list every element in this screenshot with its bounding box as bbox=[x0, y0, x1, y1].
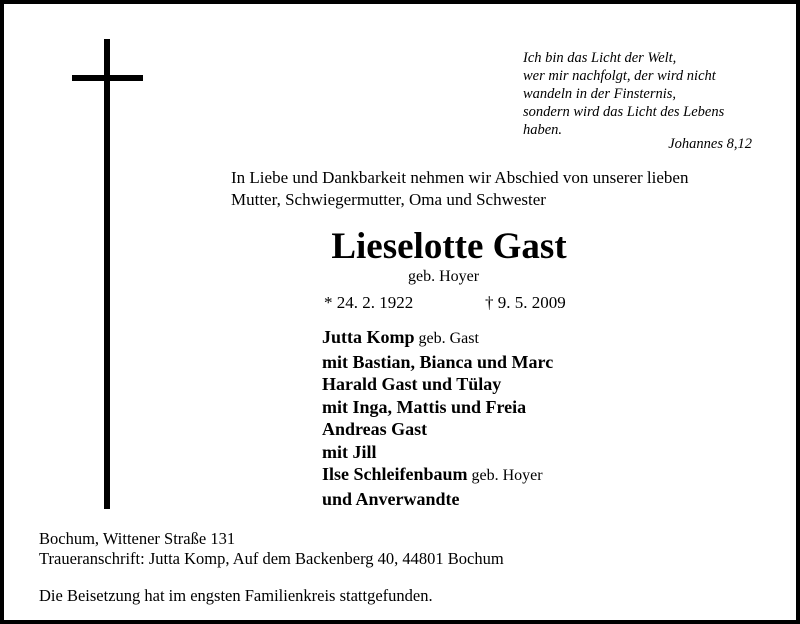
mourner-entry bbox=[322, 488, 553, 511]
mourner-name: Jutta Komp bbox=[322, 327, 415, 347]
intro-text bbox=[231, 167, 688, 211]
mourner-name: Andreas Gast bbox=[322, 419, 428, 439]
mourner-name: mit Inga, Mattis und Freia bbox=[322, 396, 527, 417]
mourner-name: mit Jill bbox=[322, 441, 377, 462]
mourner-entry bbox=[322, 326, 553, 351]
verse-reference: Johannes 8,12 bbox=[668, 136, 752, 152]
verse-line: sondern wird das Licht des Lebens bbox=[523, 104, 725, 120]
verse-line: Ich bin das Licht der Welt, bbox=[523, 50, 677, 66]
mourning-address-line: Traueranschrift: Jutta Komp, Auf dem Backenberg 40, 44801 Bochum bbox=[39, 549, 504, 568]
address-block bbox=[39, 529, 504, 569]
mourner-entry bbox=[322, 351, 553, 374]
mourner-entry bbox=[322, 418, 553, 441]
intro-line: Mutter, Schwiegermutter, Oma und Schwester bbox=[231, 190, 546, 209]
cross-vertical-bar bbox=[104, 39, 110, 509]
death-date: † 9. 5. 2009 bbox=[485, 293, 566, 312]
verse-line: haben. bbox=[523, 122, 563, 138]
mourners-list bbox=[322, 326, 553, 510]
mourner-entry bbox=[322, 463, 553, 488]
intro-line: In Liebe und Dankbarkeit nehmen wir Abschied von unserer lieben bbox=[231, 168, 689, 187]
address-line: Bochum, Wittener Straße 131 bbox=[39, 529, 236, 548]
funeral-note: Die Beisetzung hat im engsten Familienkreis stattgefunden. bbox=[39, 586, 433, 605]
maiden-name: geb. Hoyer bbox=[408, 268, 480, 285]
mourner-note: geb. Gast bbox=[414, 330, 479, 347]
birth-date: * 24. 2. 1922 bbox=[324, 293, 414, 312]
cross-horizontal-bar bbox=[72, 75, 143, 81]
mourner-entry bbox=[322, 441, 553, 464]
mourner-name: mit Bastian, Bianca und Marc bbox=[322, 351, 554, 372]
mourner-name: Ilse Schleifenbaum bbox=[322, 464, 468, 484]
mourner-name: Harald Gast und Tülay bbox=[322, 374, 502, 394]
verse-line: wandeln in der Finsternis, bbox=[523, 86, 677, 102]
deceased-name: Lieselotte Gast bbox=[331, 226, 567, 267]
mourner-entry bbox=[322, 373, 553, 396]
verse-line: wer mir nachfolgt, der wird nicht bbox=[523, 68, 716, 84]
mourner-entry bbox=[322, 396, 553, 419]
mourner-name: und Anverwandte bbox=[322, 488, 460, 509]
mourner-note: geb. Hoyer bbox=[467, 467, 543, 484]
bible-verse bbox=[523, 49, 783, 139]
